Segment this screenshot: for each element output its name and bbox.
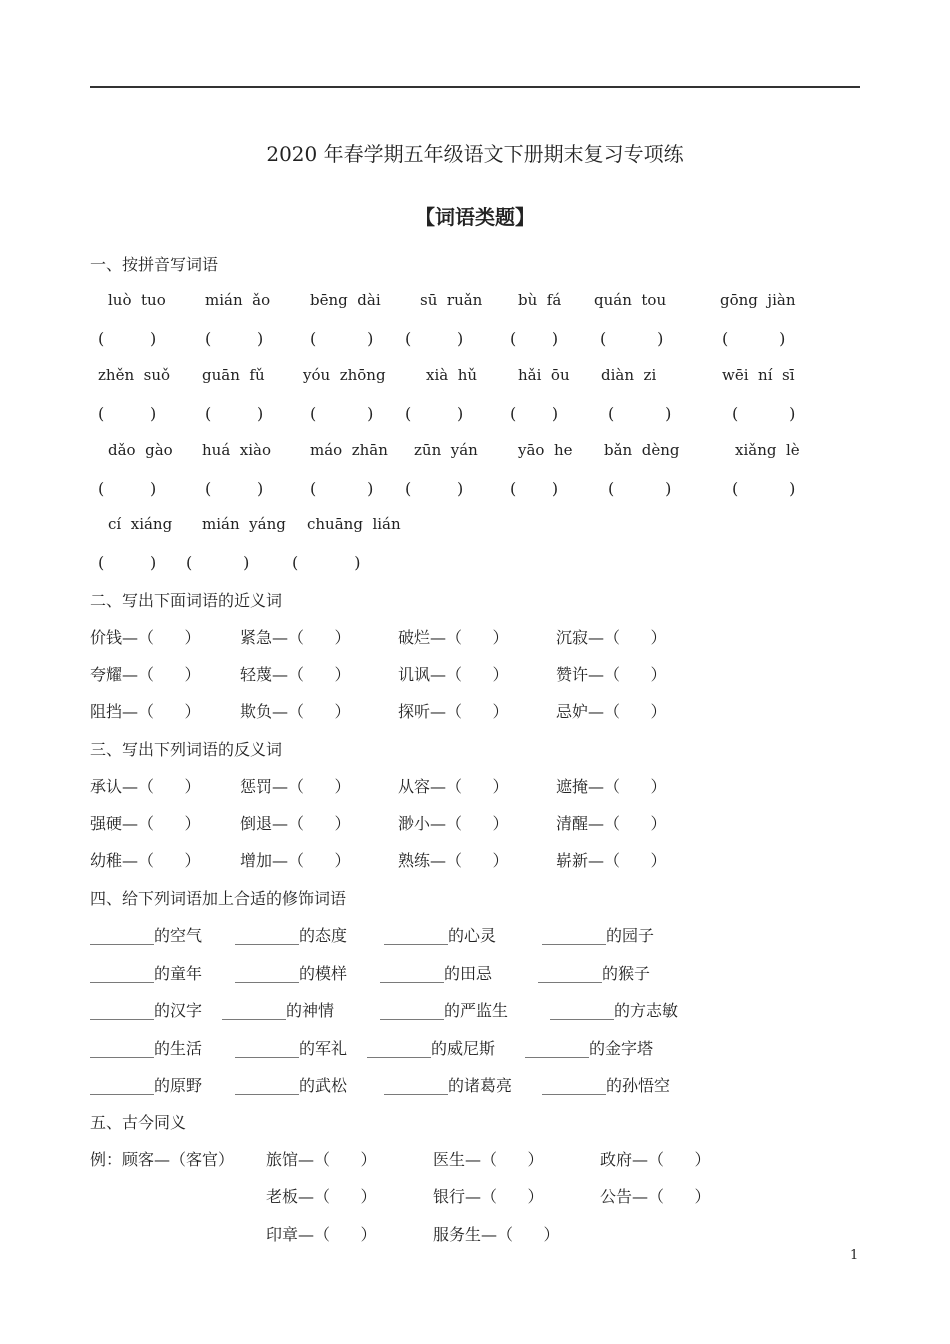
- pinyin-prompt: dǎo gào: [108, 441, 173, 459]
- archaic-term-item: 印章—（ ）: [266, 1225, 377, 1244]
- archaic-term-item: 公告—（ ）: [600, 1187, 711, 1206]
- section-heading: 三、写出下列词语的反义词: [90, 740, 283, 759]
- pinyin-prompt: chuāng lián: [307, 515, 401, 533]
- answer-blank: ( ): [732, 404, 796, 423]
- answer-blank: ( ): [98, 329, 157, 348]
- synonym-item: 沉寂—（ ）: [556, 628, 667, 647]
- antonym-item: 遮掩—（ ）: [556, 777, 667, 796]
- answer-blank: ( ): [732, 479, 796, 498]
- modifier-item: ________的空气: [90, 926, 203, 945]
- pinyin-prompt: yāo he: [518, 441, 573, 459]
- archaic-term-item: 银行—（ ）: [433, 1187, 544, 1206]
- pinyin-prompt: guān fǔ: [202, 366, 265, 384]
- synonym-item: 阻挡—（ ）: [90, 702, 201, 721]
- answer-blank: ( ): [405, 479, 464, 498]
- example-item: 例：顾客—（客官）: [90, 1150, 235, 1169]
- section-heading: 四、给下列词语加上合适的修饰词语: [90, 889, 347, 908]
- pinyin-prompt: zhěn suǒ: [98, 366, 171, 384]
- page-number: 1: [850, 1248, 859, 1263]
- synonym-item: 忌妒—（ ）: [556, 702, 667, 721]
- synonym-item: 夸耀—（ ）: [90, 665, 201, 684]
- pinyin-prompt: zūn yán: [414, 441, 478, 459]
- answer-blank: ( ): [608, 479, 672, 498]
- modifier-item: ________的金字塔: [525, 1039, 654, 1058]
- synonym-item: 价钱—（ ）: [90, 628, 201, 647]
- antonym-item: 惩罚—（ ）: [240, 777, 351, 796]
- pinyin-prompt: mián ǎo: [205, 291, 271, 309]
- answer-blank: ( ): [510, 479, 559, 498]
- answer-blank: ( ): [205, 329, 264, 348]
- modifier-item: ________的心灵: [384, 926, 497, 945]
- pinyin-prompt: cí xiáng: [108, 515, 173, 533]
- antonym-item: 清醒—（ ）: [556, 814, 667, 833]
- modifier-item: ________的田忌: [380, 964, 493, 983]
- answer-blank: ( ): [186, 553, 250, 572]
- modifier-item: ________的武松: [235, 1076, 348, 1095]
- antonym-item: 渺小—（ ）: [398, 814, 509, 833]
- synonym-item: 破烂—（ ）: [398, 628, 509, 647]
- section-heading: 二、写出下面词语的近义词: [90, 591, 283, 610]
- pinyin-prompt: luò tuo: [108, 291, 166, 309]
- answer-blank: ( ): [722, 329, 786, 348]
- pinyin-prompt: sū ruǎn: [420, 291, 483, 309]
- modifier-item: ________的猴子: [538, 964, 651, 983]
- answer-blank: ( ): [205, 404, 264, 423]
- pinyin-prompt: yóu zhōng: [303, 366, 386, 384]
- answer-blank: ( ): [98, 404, 157, 423]
- synonym-item: 轻蔑—（ ）: [240, 665, 351, 684]
- antonym-item: 从容—（ ）: [398, 777, 509, 796]
- pinyin-prompt: quán tou: [594, 291, 667, 309]
- modifier-item: ________的态度: [235, 926, 348, 945]
- modifier-item: ________的生活: [90, 1039, 203, 1058]
- page-title: 2020 年春学期五年级语文下册期末复习专项练: [266, 142, 684, 166]
- pinyin-prompt: wēi ní sī: [722, 366, 795, 384]
- modifier-item: ________的神情: [222, 1001, 335, 1020]
- antonym-item: 崭新—（ ）: [556, 851, 667, 870]
- answer-blank: ( ): [405, 404, 464, 423]
- answer-blank: ( ): [608, 404, 672, 423]
- answer-blank: ( ): [405, 329, 464, 348]
- pinyin-prompt: bēng dài: [310, 291, 381, 309]
- section-heading: 五、古今同义: [90, 1113, 187, 1132]
- answer-blank: ( ): [310, 404, 374, 423]
- answer-blank: ( ): [98, 479, 157, 498]
- archaic-term-item: 老板—（ ）: [266, 1187, 377, 1206]
- pinyin-prompt: máo zhān: [310, 441, 388, 459]
- answer-blank: ( ): [510, 329, 559, 348]
- modifier-item: ________的军礼: [235, 1039, 348, 1058]
- archaic-term-item: 旅馆—（ ）: [266, 1150, 377, 1169]
- section-heading: 一、按拼音写词语: [90, 255, 219, 274]
- synonym-item: 紧急—（ ）: [240, 628, 351, 647]
- pinyin-prompt: mián yáng: [202, 515, 286, 533]
- modifier-item: ________的孙悟空: [542, 1076, 671, 1095]
- answer-blank: ( ): [600, 329, 664, 348]
- answer-blank: ( ): [205, 479, 264, 498]
- pinyin-prompt: hǎi ōu: [518, 366, 570, 384]
- pinyin-prompt: xià hǔ: [426, 366, 478, 384]
- modifier-item: ________的原野: [90, 1076, 203, 1095]
- modifier-item: ________的严监生: [380, 1001, 509, 1020]
- synonym-item: 探听—（ ）: [398, 702, 509, 721]
- modifier-item: ________的汉字: [90, 1001, 203, 1020]
- archaic-term-item: 医生—（ ）: [433, 1150, 544, 1169]
- modifier-item: ________的方志敏: [550, 1001, 679, 1020]
- archaic-term-item: 政府—（ ）: [600, 1150, 711, 1169]
- modifier-item: ________的威尼斯: [367, 1039, 496, 1058]
- answer-blank: ( ): [310, 329, 374, 348]
- answer-blank: ( ): [98, 553, 157, 572]
- modifier-item: ________的童年: [90, 964, 203, 983]
- synonym-item: 讥讽—（ ）: [398, 665, 509, 684]
- synonym-item: 欺负—（ ）: [240, 702, 351, 721]
- antonym-item: 幼稚—（ ）: [90, 851, 201, 870]
- pinyin-prompt: xiǎng lè: [735, 441, 800, 459]
- section-subtitle: 【词语类题】: [415, 205, 535, 229]
- answer-blank: ( ): [310, 479, 374, 498]
- answer-blank: ( ): [510, 404, 559, 423]
- pinyin-prompt: bǎn dèng: [604, 441, 680, 459]
- antonym-item: 熟练—（ ）: [398, 851, 509, 870]
- modifier-item: ________的模样: [235, 964, 348, 983]
- antonym-item: 强硬—（ ）: [90, 814, 201, 833]
- antonym-item: 承认—（ ）: [90, 777, 201, 796]
- modifier-item: ________的园子: [542, 926, 655, 945]
- synonym-item: 赞许—（ ）: [556, 665, 667, 684]
- pinyin-prompt: gōng jiàn: [720, 291, 796, 309]
- modifier-item: ________的诸葛亮: [384, 1076, 513, 1095]
- antonym-item: 增加—（ ）: [240, 851, 351, 870]
- pinyin-prompt: bù fá: [518, 291, 562, 309]
- archaic-term-item: 服务生—（ ）: [433, 1225, 560, 1244]
- header-rule: [90, 86, 860, 88]
- antonym-item: 倒退—（ ）: [240, 814, 351, 833]
- pinyin-prompt: diàn zi: [601, 366, 657, 384]
- pinyin-prompt: huá xiào: [202, 441, 272, 459]
- answer-blank: ( ): [292, 553, 361, 572]
